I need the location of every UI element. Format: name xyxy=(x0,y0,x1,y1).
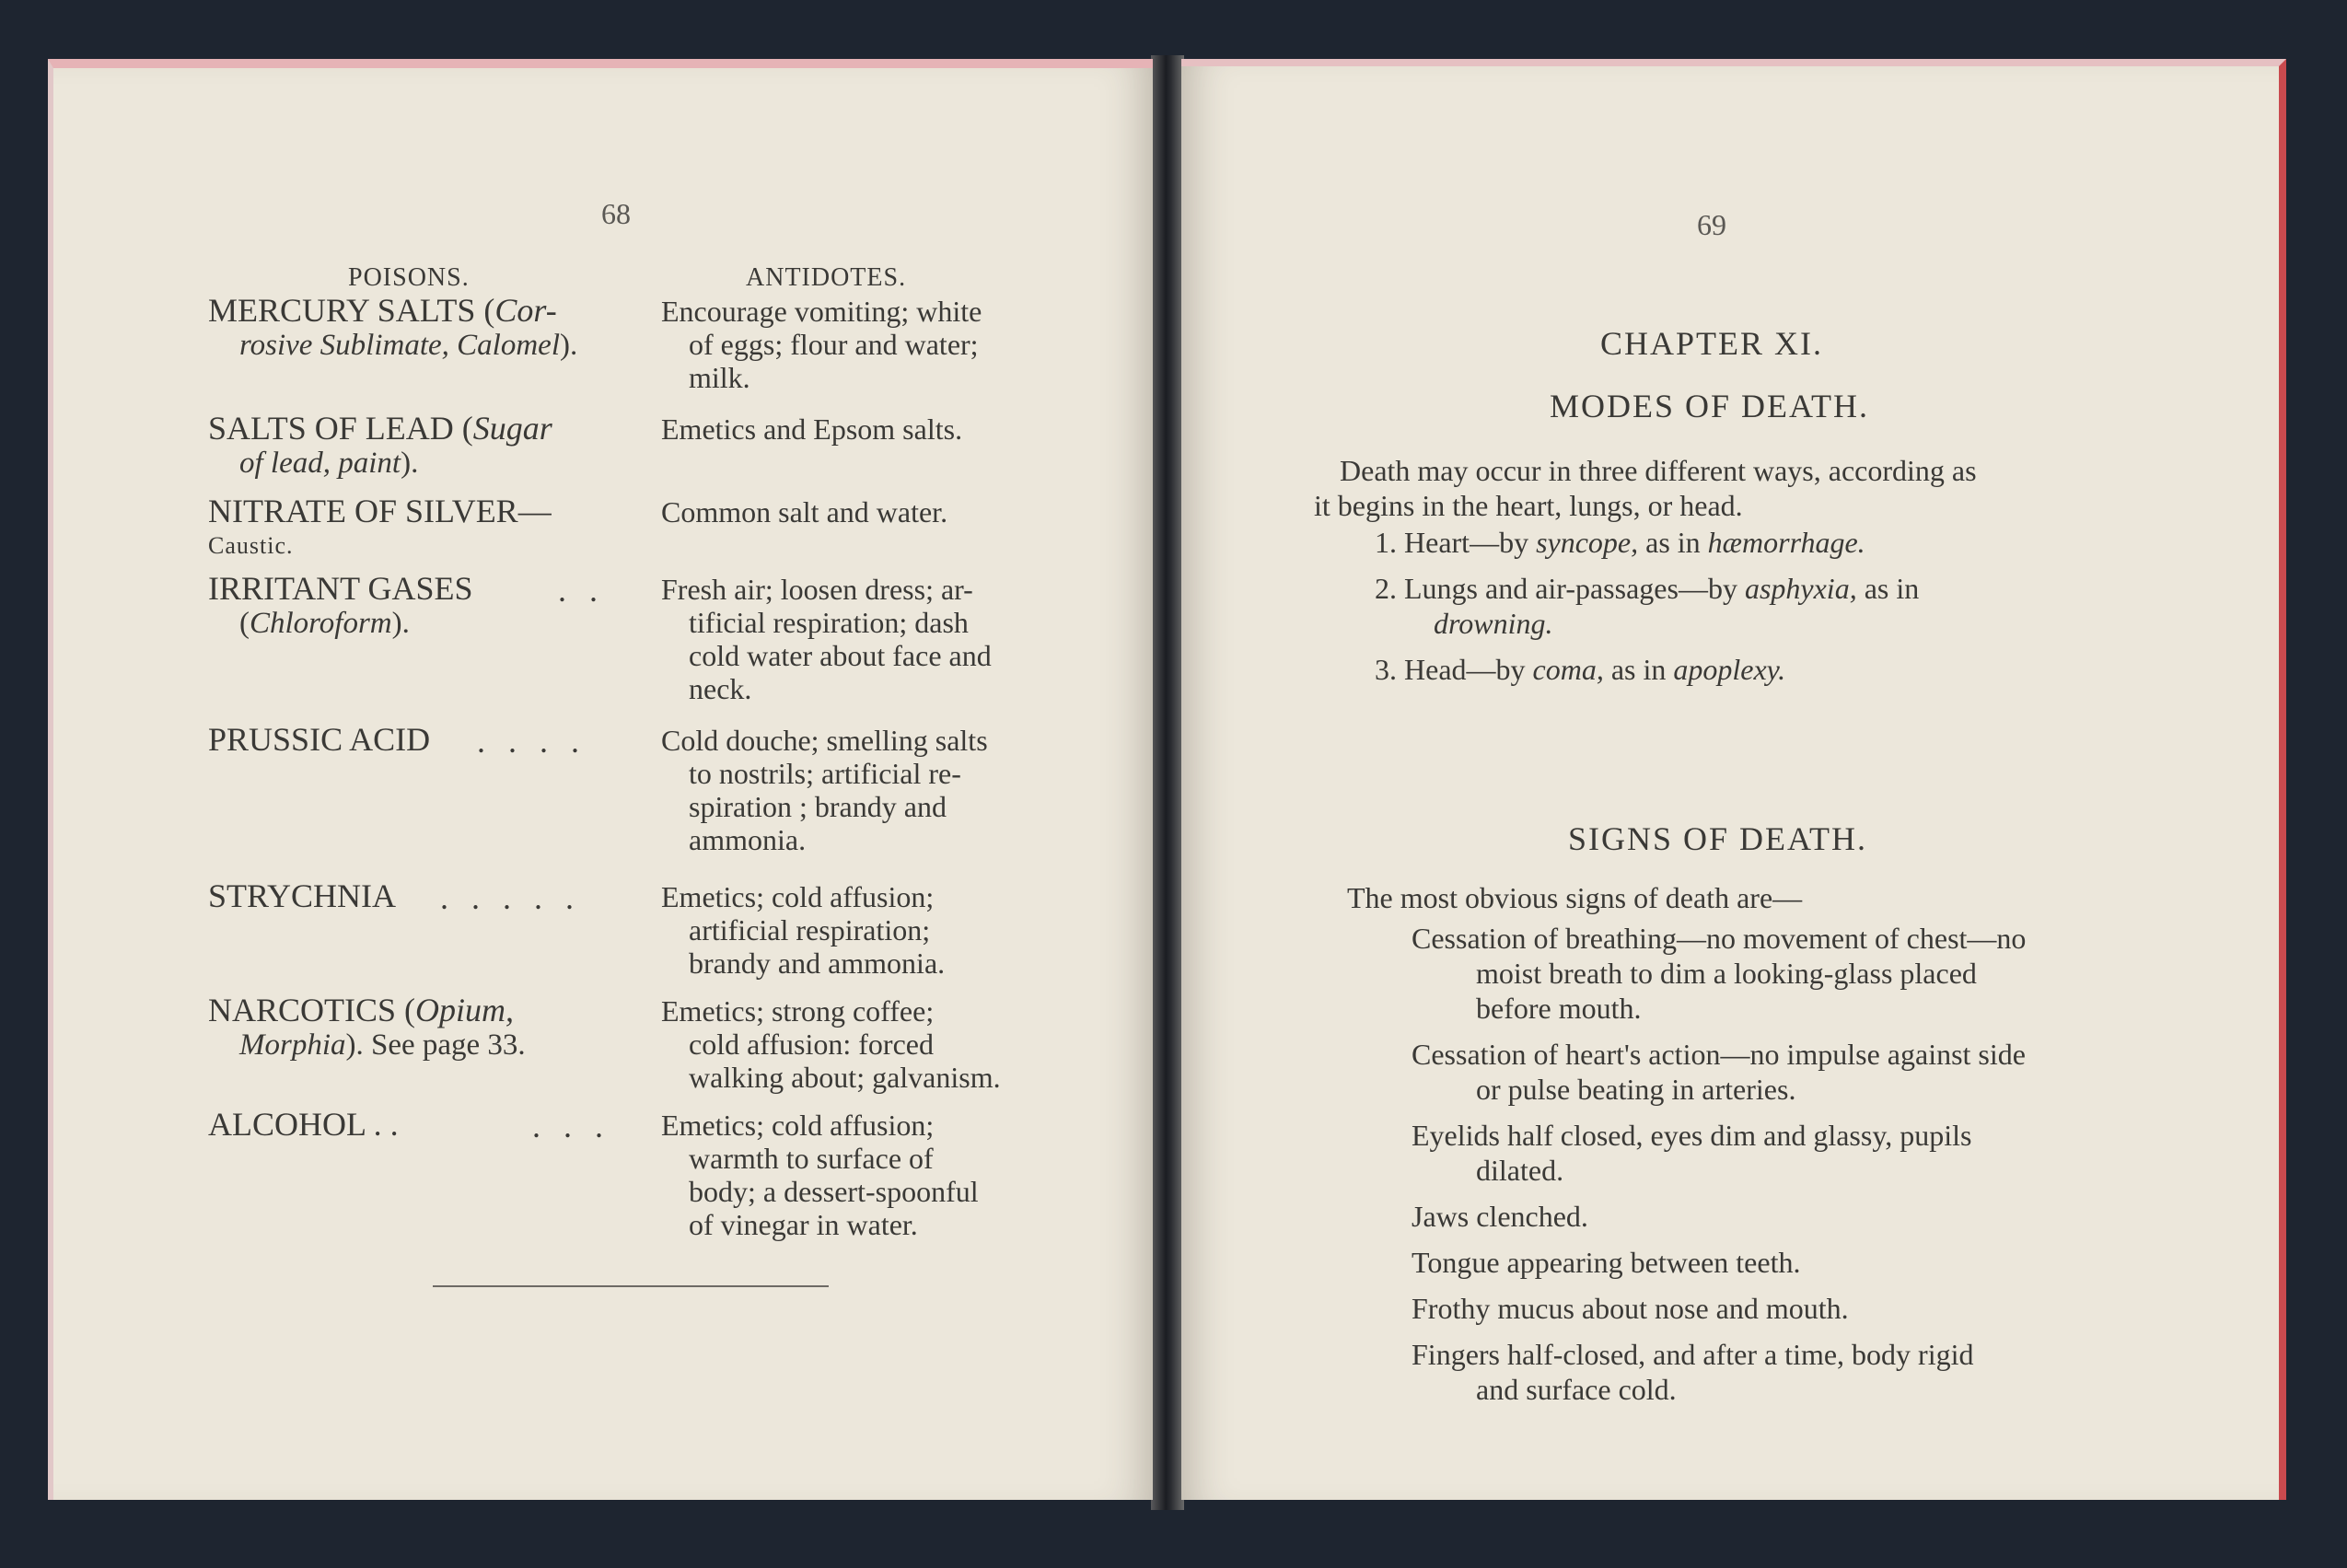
list-item: Frothy mucus about nose and mouth. xyxy=(1412,1292,1849,1325)
antidote-nitrate: Common salt and water. xyxy=(661,495,948,528)
poison-lead: SALTS OF LEAD (Sugar of lead, paint). xyxy=(208,410,552,480)
antidote-narcotics: Emetics; strong coffee; cold affusion: forced walking about; galvanism. xyxy=(661,994,1001,1094)
leader-dots: . . . . xyxy=(477,723,587,760)
antidote-prussic-acid: Cold douche; smelling salts to nostrils; artificial re- spiration ; brandy and ammonia. xyxy=(661,724,988,856)
antidote-strychnia: Emetics; cold affusion; artificial respiration; brandy and ammonia. xyxy=(661,880,946,980)
list-item: Cessation of breathing—no movement of chest—no moist breath to dim a looking-glass placed before mouth. xyxy=(1412,922,2027,1025)
poison-narcotics: NARCOTICS (Opium, Morphia). See page 33. xyxy=(208,992,526,1062)
poison-strychnia: STRYCHNIA xyxy=(208,877,397,914)
leader-dots: . . xyxy=(558,572,605,609)
modes-list xyxy=(1375,525,2259,687)
antidote-irritant-gases: Fresh air; loosen dress; ar- tificial respiration; dash cold water about face and neck. xyxy=(661,573,992,705)
leader-dots: . . . . . xyxy=(440,879,581,916)
list-item: 1. Heart—by syncope, as in hæmorrhage. xyxy=(1375,526,1865,559)
section-title-modes: MODES OF DEATH. xyxy=(1550,388,1870,424)
poison-alcohol: ALCOHOL . . xyxy=(208,1106,399,1143)
chapter-heading: CHAPTER XI. xyxy=(1600,325,1824,362)
list-item: Jaws clenched. xyxy=(1412,1200,1588,1233)
poison-prussic-acid: PRUSSIC ACID xyxy=(208,721,431,758)
leader-dots: . . . xyxy=(532,1108,610,1144)
list-item: 2. Lungs and air-passages—by asphyxia, as in drowning. xyxy=(1375,572,1920,640)
book-gutter xyxy=(1151,55,1184,1510)
antidotes-header: ANTIDOTES. xyxy=(746,263,907,292)
poison-mercury: MERCURY SALTS (Cor- rosive Sublimate, Calomel). xyxy=(208,292,578,362)
list-item: Cessation of heart's action—no impulse against side or pulse beating in arteries. xyxy=(1412,1038,2026,1106)
right-page xyxy=(1181,59,2286,1500)
antidote-alcohol: Emetics; cold affusion; warmth to surface of body; a dessert-spoonful of vinegar in water. xyxy=(661,1109,979,1241)
list-item: Fingers half-closed, and after a time, body rigid and surface cold. xyxy=(1412,1338,1974,1406)
list-item: 3. Head—by coma, as in apoplexy. xyxy=(1375,653,1786,686)
section-title-signs: SIGNS OF DEATH. xyxy=(1568,820,1868,857)
poison-nitrate: NITRATE OF SILVER— Caustic. xyxy=(208,493,552,559)
section-rule xyxy=(433,1285,829,1287)
left-page xyxy=(48,59,1153,1500)
list-item: Tongue appearing between teeth. xyxy=(1412,1246,1801,1279)
list-item: Eyelids half closed, eyes dim and glassy, pupils dilated. xyxy=(1412,1119,1972,1187)
antidote-lead: Emetics and Epsom salts. xyxy=(661,412,963,446)
antidote-mercury: Encourage vomiting; white of eggs; flour and water; milk. xyxy=(661,295,982,394)
page-number: 69 xyxy=(1697,208,1726,241)
signs-intro: The most obvious signs of death are— xyxy=(1347,881,1803,914)
poison-irritant-gases: IRRITANT GASES (Chloroform). xyxy=(208,570,473,640)
intro-paragraph: Death may occur in three different ways, according as it begins in the heart, lungs, or head. xyxy=(1314,454,1977,522)
signs-list xyxy=(1412,921,2259,1407)
page-number: 68 xyxy=(601,197,631,230)
poisons-header: POISONS. xyxy=(348,263,470,292)
